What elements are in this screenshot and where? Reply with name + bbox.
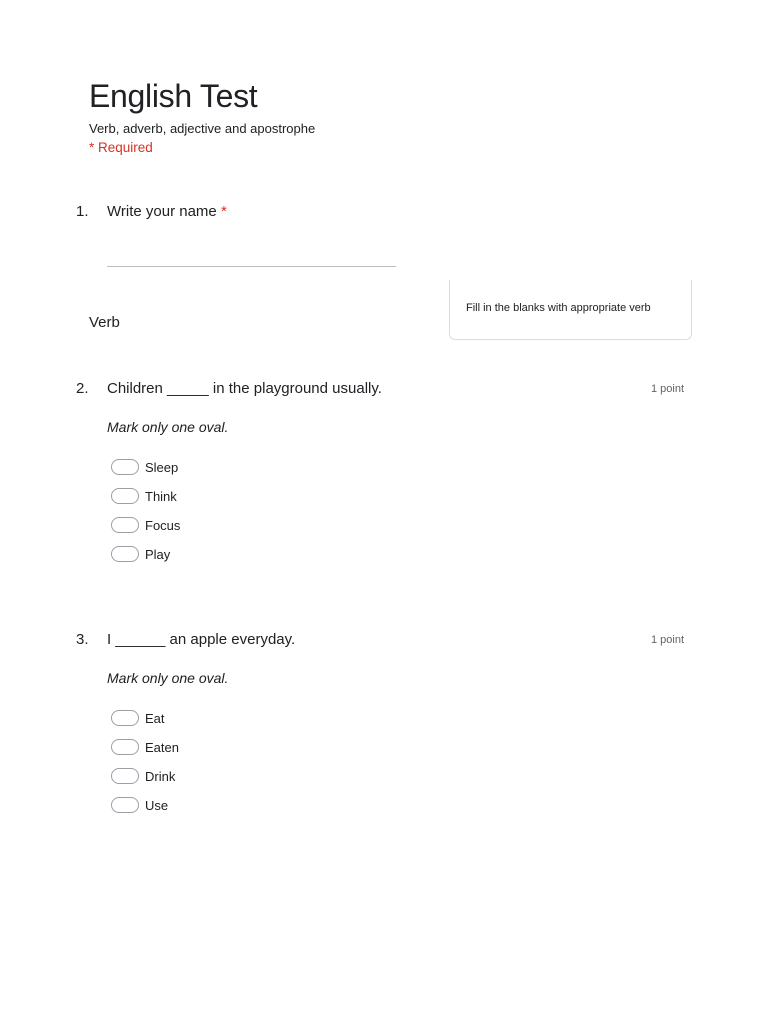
question-text: I ______ an apple everyday.: [107, 631, 296, 648]
question-text: Children _____ in the playground usually.: [107, 380, 382, 397]
radio-oval[interactable]: [111, 797, 139, 813]
question-instruction: Mark only one oval.: [107, 670, 229, 686]
question-number: 3.: [76, 631, 89, 648]
name-answer-field[interactable]: [107, 266, 396, 267]
radio-oval[interactable]: [111, 517, 139, 533]
option-label: Focus: [145, 517, 181, 533]
option-eat[interactable]: [111, 708, 165, 728]
question-number: 1.: [76, 203, 89, 220]
radio-oval[interactable]: [111, 710, 139, 726]
option-think[interactable]: [111, 486, 177, 506]
radio-oval[interactable]: [111, 488, 139, 504]
question-label: Write your name: [107, 203, 217, 220]
option-use[interactable]: [111, 795, 168, 815]
option-label: Use: [145, 797, 169, 813]
required-note: * Required: [89, 140, 153, 155]
option-label: Think: [145, 488, 177, 504]
option-label: Play: [145, 546, 171, 562]
radio-oval[interactable]: [111, 739, 139, 755]
question-text: [107, 203, 227, 220]
option-label: Drink: [145, 768, 176, 784]
question-instruction: Mark only one oval.: [107, 419, 229, 435]
question-points: 1 point: [650, 634, 684, 646]
radio-oval[interactable]: [111, 459, 139, 475]
option-eaten[interactable]: [111, 737, 179, 757]
question-points: 1 point: [650, 383, 684, 395]
option-focus[interactable]: [111, 515, 180, 535]
required-star: *: [220, 203, 227, 220]
section-description: Fill in the blanks with appropriate verb: [466, 302, 651, 314]
option-label: Eaten: [145, 739, 179, 755]
option-label: Sleep: [145, 459, 179, 475]
section-description-card: [449, 280, 692, 340]
form-description: Verb, adverb, adjective and apostrophe: [89, 121, 316, 136]
form-title: English Test: [89, 78, 258, 114]
radio-oval[interactable]: [111, 546, 139, 562]
option-play[interactable]: [111, 544, 170, 564]
option-label: Eat: [145, 710, 165, 726]
option-drink[interactable]: [111, 766, 175, 786]
option-sleep[interactable]: [111, 457, 178, 477]
question-number: 2.: [76, 380, 89, 397]
section-title: Verb: [89, 314, 120, 331]
radio-oval[interactable]: [111, 768, 139, 784]
